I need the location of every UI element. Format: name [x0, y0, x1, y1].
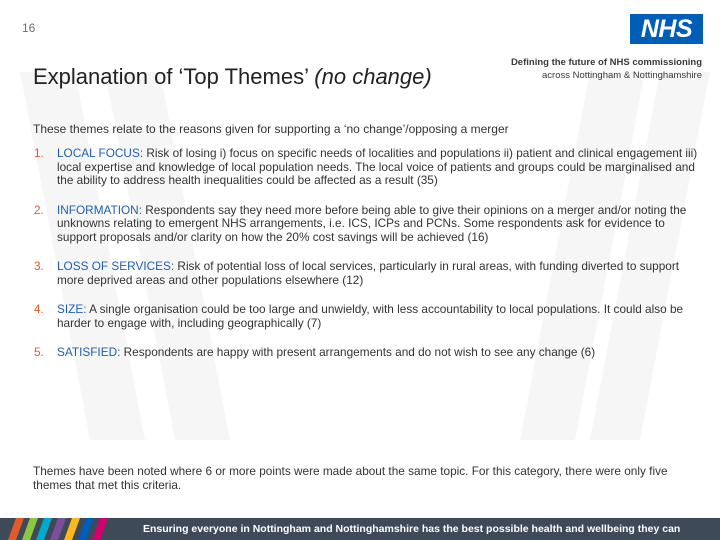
- theme-name: LOCAL FOCUS:: [57, 146, 144, 160]
- header-subtitle: [502, 57, 702, 82]
- theme-list: [34, 147, 700, 360]
- page-title-main: Explanation of ‘Top Themes’: [33, 64, 309, 89]
- header-subtitle-bold: Defining the future of NHS commissioning: [510, 57, 702, 68]
- theme-name: SIZE:: [57, 302, 87, 316]
- slide-number: 16: [22, 21, 36, 35]
- theme-name: LOSS OF SERVICES:: [57, 259, 175, 273]
- page-title: [33, 64, 432, 90]
- nhs-logo: NHS: [630, 14, 703, 44]
- intro-text: These themes relate to the reasons given for supporting a ‘no change’/opposing a merger: [33, 122, 509, 136]
- page-title-suffix: (no change): [314, 64, 432, 89]
- footer-stripes-decoration: [8, 518, 118, 540]
- theme-name: INFORMATION:: [57, 202, 142, 217]
- theme-name: SATISFIED:: [57, 345, 121, 359]
- theme-number: 5.: [34, 345, 44, 359]
- footnote: Themes have been noted where 6 or more points were made about the same topic. For this category, there were only five themes that met this criteria.: [33, 464, 668, 492]
- footer-banner: [0, 518, 720, 540]
- theme-item-size: [34, 303, 700, 330]
- theme-number: 1.: [34, 146, 44, 160]
- theme-item-satisfied: [34, 346, 700, 360]
- theme-number: 3.: [34, 259, 44, 273]
- theme-text: Respondents are happy with present arrangements and do not wish to see any change (6): [123, 345, 596, 359]
- theme-number: 2.: [34, 202, 44, 217]
- header-subtitle-rest: across Nottingham & Nottinghamshire: [542, 69, 702, 81]
- theme-item-information: [34, 204, 700, 245]
- theme-item-local-focus: [34, 147, 700, 188]
- theme-number: 4.: [34, 302, 44, 316]
- theme-text: Risk of losing i) focus on specific needs of localities and populations ii) patient and clinical engagement iii) local expertise and knowledge of local population needs. The local voice of patients and groups could be marginalised and the ability to address health inequalities could be affected as a result (35): [57, 146, 698, 187]
- theme-text: Risk of potential loss of local services, particularly in rural areas, with funding diverted to support more deprived areas and other populations elsewhere (12): [57, 259, 680, 287]
- footer-banner-text: Ensuring everyone in Nottingham and Nottinghamshire has the best possible health and wellbeing they can: [143, 523, 681, 535]
- theme-item-loss-of-services: [34, 260, 700, 287]
- theme-text: A single organisation could be too large and unwieldy, with less accountability to local populations. It could also be harder to engage with, including geographically (7): [57, 302, 684, 330]
- theme-text: Respondents say they need more before being able to give their opinions on a merger and/or noting the unknowns relating to emergent NHS arrangements, i.e. ICS, ICPs and PCNs. Some respondents ask for evidence to support proposals and/or clarity on how the 20% cost savings will be achieved (16): [57, 202, 687, 244]
